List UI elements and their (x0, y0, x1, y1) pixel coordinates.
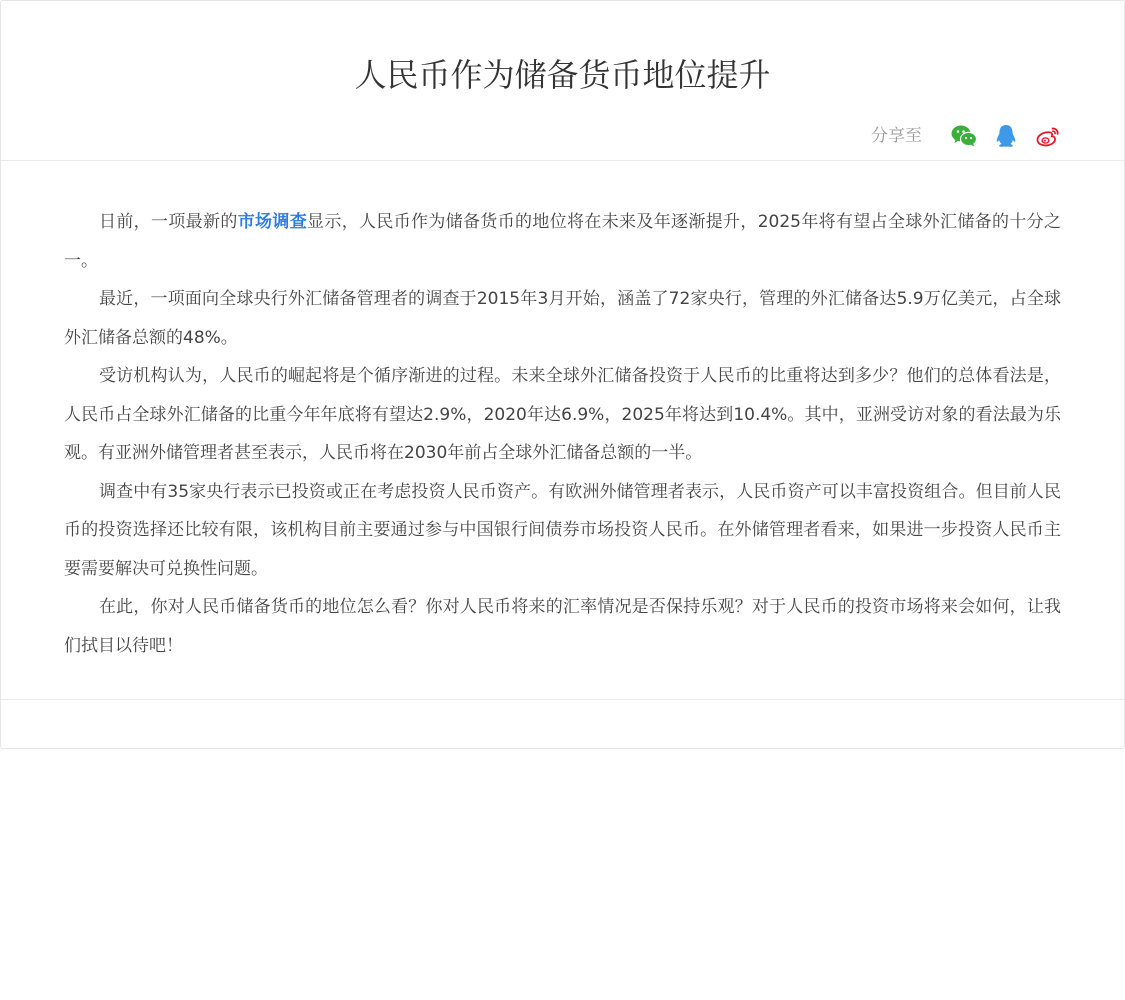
paragraph-1-pre: 日前，一项最新的 (99, 212, 238, 232)
paragraph-2: 最近，一项面向全球央行外汇储备管理者的调查于2015年3月开始，涵盖了72家央行，管理的外汇储备达5.9万亿美元，占全球外汇储备总额的48%。 (64, 289, 1061, 348)
paragraph-1 (64, 203, 1061, 280)
paragraph-4: 调查中有35家央行表示已投资或正在考虑投资人民币资产。有欧洲外储管理者表示，人民币资产可以丰富投资组合。但目前人民币的投资选择还比较有限，该机构目前主要通过参与中国银行间债券市场投资人民币。在外储管理者看来，如果进一步投资人民币主要需要解决可兑换性问题。 (64, 481, 1061, 579)
share-bar (871, 121, 1062, 151)
wechat-icon[interactable] (950, 122, 978, 150)
article-header (1, 1, 1124, 161)
market-survey-link[interactable]: 市场调查 (237, 212, 308, 232)
weibo-icon[interactable] (1034, 122, 1062, 150)
article-body (1, 161, 1124, 700)
article-footer (1, 700, 1124, 749)
paragraph-3: 受访机构认为，人民币的崛起将是个循序渐进的过程。未来全球外汇储备投资于人民币的比重将达到多少？他们的总体看法是，人民币占全球外汇储备的比重今年年底将有望达2.9%，2020年达6.9%，2025年将达到10.4%。其中，亚洲受访对象的看法最为乐观。有亚洲外储管理者甚至表示，人民币将在2030年前占全球外汇储备总额的一半。 (64, 366, 1061, 463)
qq-icon[interactable] (992, 122, 1020, 150)
article-title: 人民币作为储备货币地位提升 (354, 56, 771, 94)
paragraph-1-post: 显示，人民币作为储备货币的地位将在未来及年逐渐提升，2025年将有望占全球外汇储备的十分之一。 (64, 212, 1062, 271)
share-label: 分享至 (871, 126, 922, 146)
paragraph-5: 在此，你对人民币储备货币的地位怎么看？你对人民币将来的汇率情况是否保持乐观？对于人民币的投资市场将来会如何，让我们拭目以待吧！ (64, 597, 1061, 656)
